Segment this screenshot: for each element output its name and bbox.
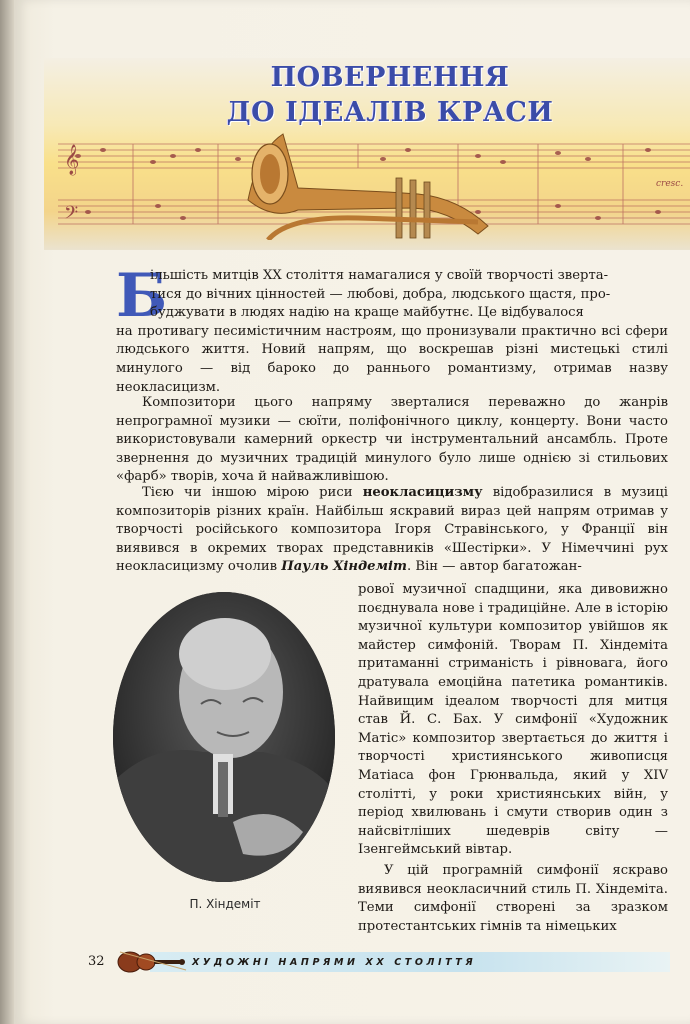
drop-cap: Б	[116, 261, 168, 331]
paragraph-3: Тією чи іншою мірою риси неокласицизму відобразилися в музиці композиторів різних країн. Найбільш яскравий вираз цей напрям отримав у творчості російського композитора Ігоря Стравінського, у Франції він виявився в окремих творах представників «Шестірки». У Німеччині рух неокласицизму очолив Пауль Хіндеміт. Він — автор багатожан-	[116, 485, 669, 575]
paragraph-1-line-1: ільшість митців XX століття намагалися у своїй творчості зверта-	[150, 268, 609, 283]
hindemith-portrait	[113, 592, 335, 882]
svg-text:𝄢: 𝄢	[64, 203, 79, 228]
chapter-title	[180, 60, 600, 130]
paragraph-1	[116, 261, 668, 397]
section-title: ХУДОЖНІ НАПРЯМИ XX СТОЛІТТЯ	[192, 957, 477, 968]
violin-icon	[116, 948, 188, 976]
page-number: 32	[88, 954, 105, 969]
keyword-neoclassicism: неокласицизму	[362, 485, 483, 500]
book-spine	[0, 0, 14, 1024]
svg-text:𝄞: 𝄞	[64, 145, 80, 175]
music-score-illustration	[58, 130, 690, 240]
chapter-title-line-2: ДО ІДЕАЛІВ КРАСИ	[226, 97, 554, 128]
cresc-marking: cresc.	[656, 179, 684, 189]
paragraph-1-line-3: буджувати в людях надію на краще майбутнє. Це відбувалося	[150, 305, 584, 321]
paragraph-4: рової музичної спадщини, яка дивовижно поєднувала нове і традиційне. Але в історію музичної культури композитор увійшов як майстер симфоній. Творам П. Хіндеміта притаманні стриманість і рівновага, його дратувала емоційна патетика романтиків. Найвищим ідеалом творчості для митця став Й. С. Бах. У симфонії «Художник Матіс» композитор звертається до життя і творчості християнського живописця Матіаса фон Грюнвальда, який у XIV столітті, у роки християнських війн, у період хвилювань і смути створив один з найсвітліших шедеврів світу — Ізенгеймський вівтар.	[358, 582, 668, 858]
composer-name: Пауль Хіндеміт	[281, 559, 408, 575]
paragraph-1-line-2: тися до вічних цінностей — любові, добра, людського щастя, про-	[150, 286, 611, 302]
paragraph-2: Композитори цього напряму зверталися переважно до жанрів непрограмної музики — сюїти, поліфонічного циклу, концерту. Вони часто використовували камерний оркестр чи інструментальний ансамбль. Проте звернення до музичних традицій минулого було лише однією зі стильових «фарб» творів, хоча й найважливішою.	[116, 395, 668, 485]
portrait-caption: П. Хіндеміт	[189, 897, 261, 911]
paragraph-1-rest: на противагу песимістичним настроям, що пронизували практично всі сфери людського життя. Новий напрям, що воскрешав різні мистецькі стилі минулого — від бароко до раннього романтизму, отримав назву неокласицизм.	[116, 323, 668, 395]
chapter-title-line-1: ПОВЕРНЕННЯ	[270, 62, 510, 93]
paragraph-5: У цій програмній симфонії яскраво виявився неокласичний стиль П. Хіндеміта. Теми симфонії створені за зразком протестантських гімнів та німецьких	[358, 863, 668, 934]
